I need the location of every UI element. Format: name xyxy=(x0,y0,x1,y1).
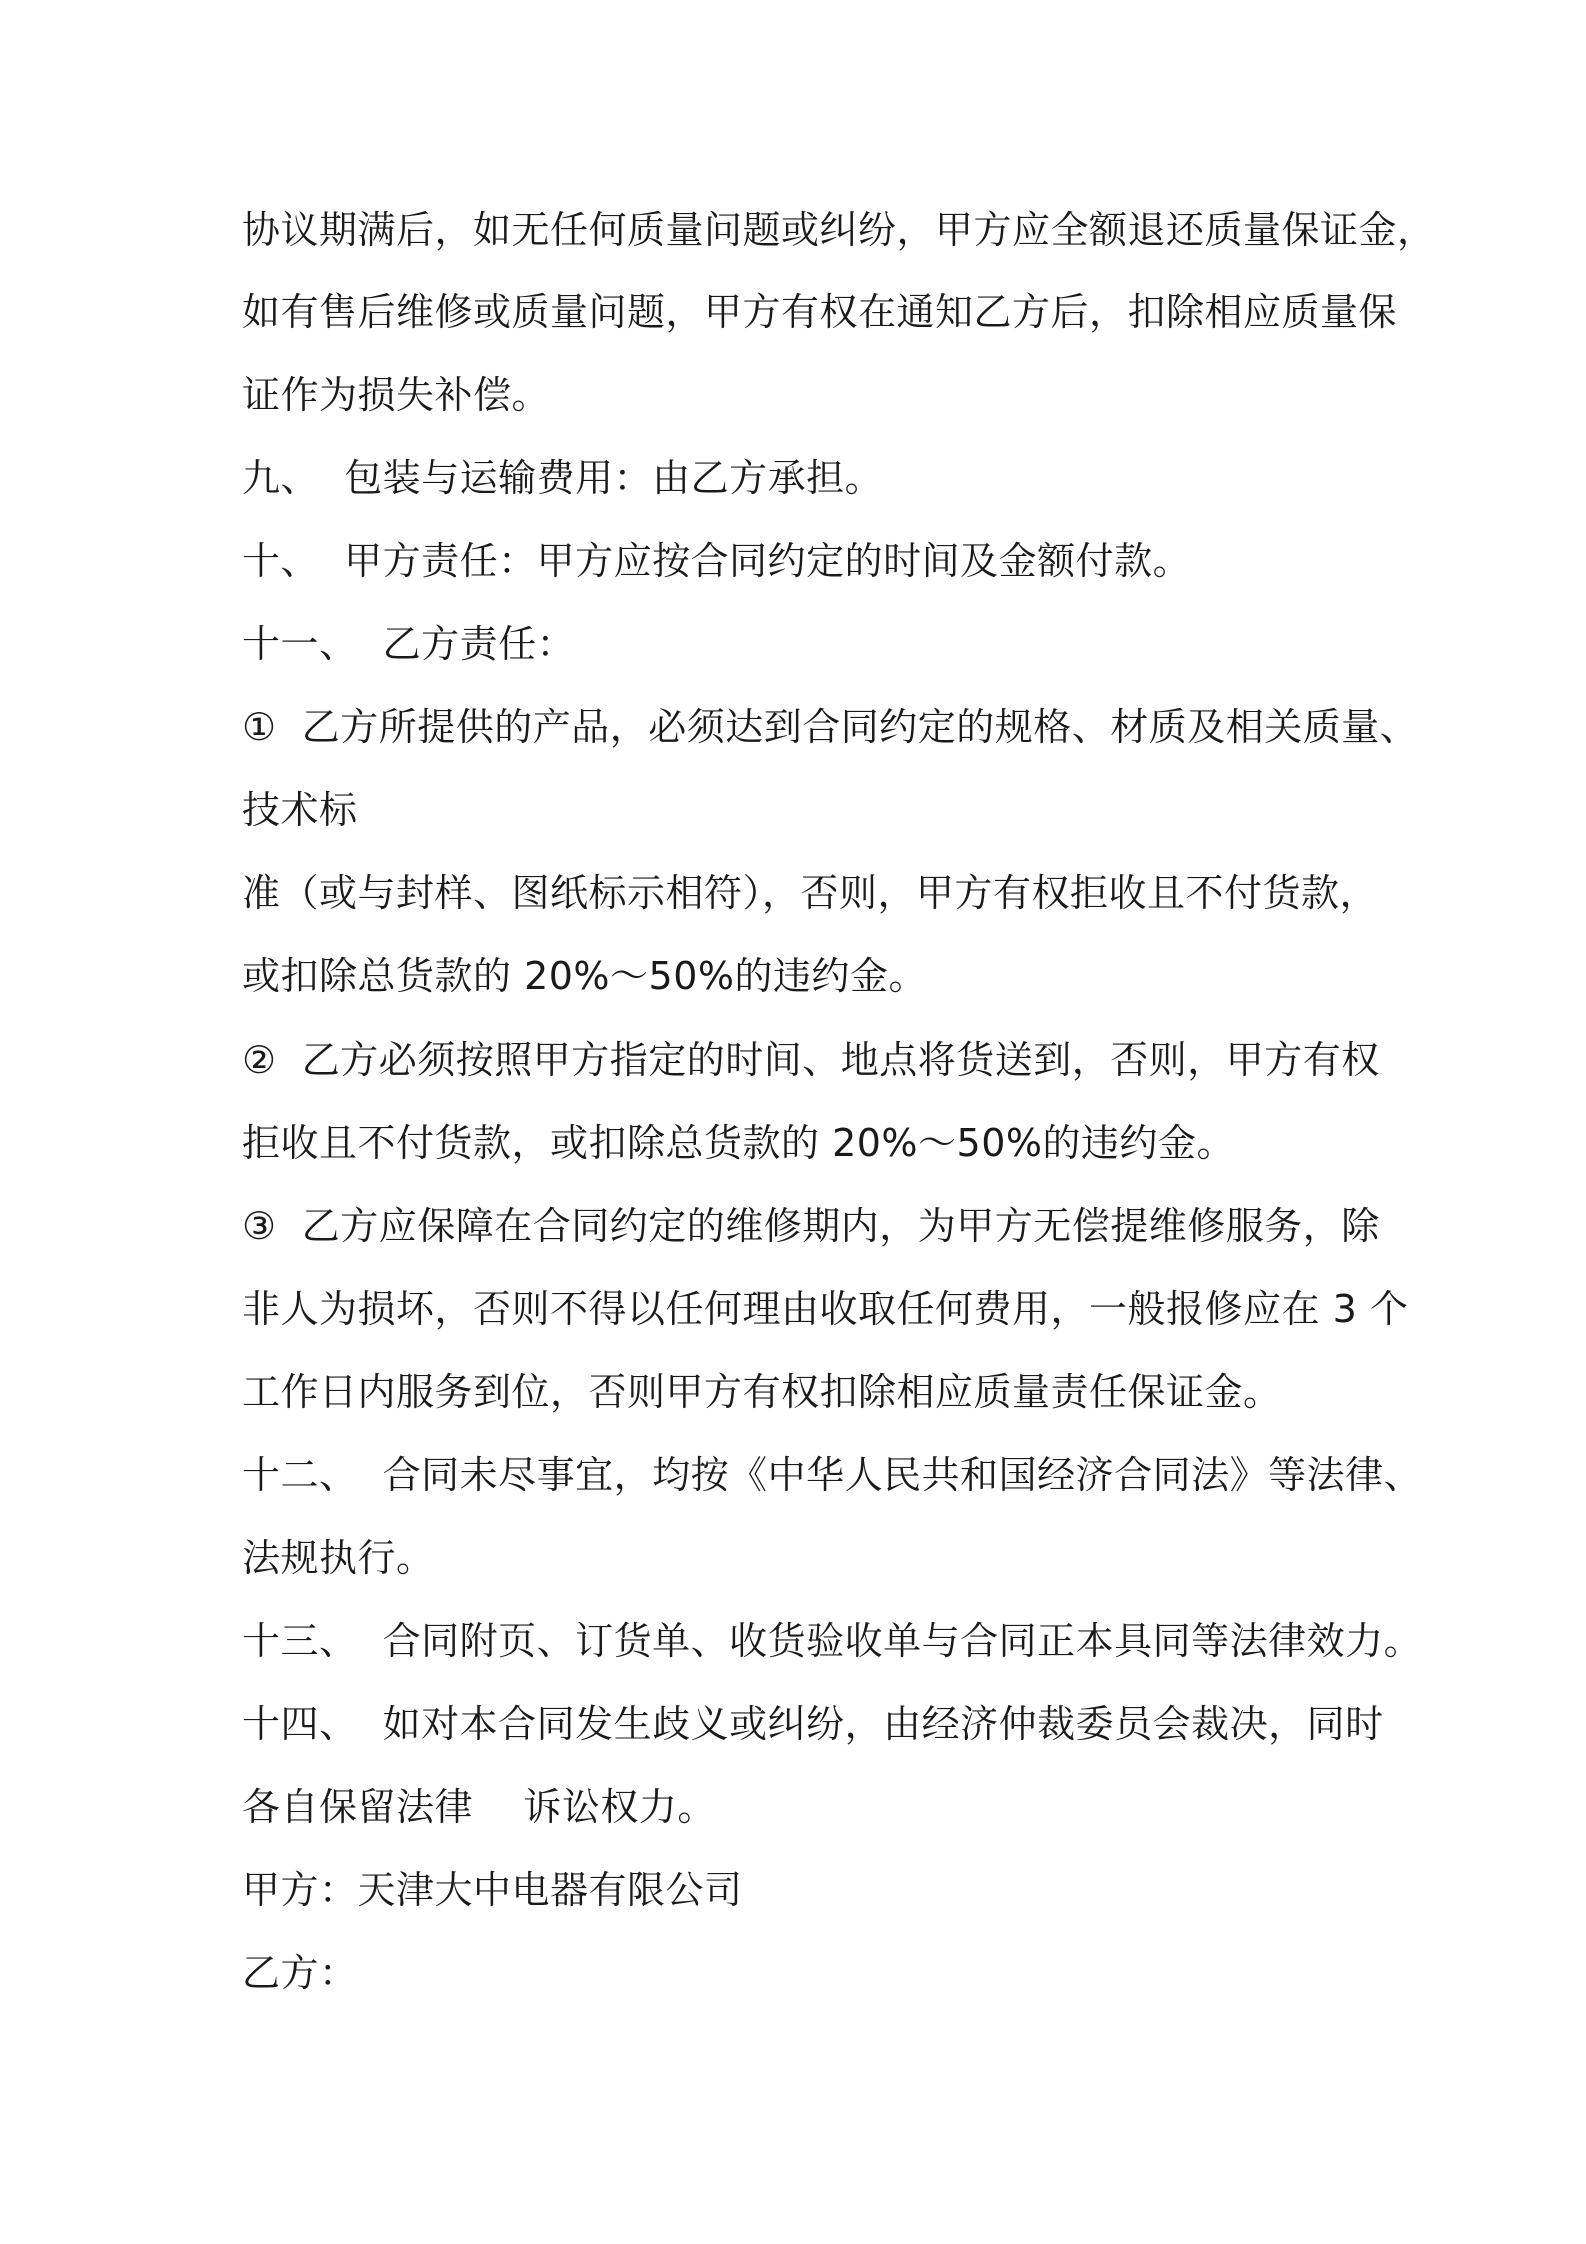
text-line: ① 乙方所提供的产品，必须达到合同约定的规格、材质及相关质量、 xyxy=(242,705,1419,749)
text-line: 证作为损失补偿。 xyxy=(242,373,551,417)
text-line: ③ 乙方应保障在合同约定的维修期内，为甲方无偿提维修服务，除 xyxy=(242,1204,1380,1248)
text-line: 九、 包装与运输费用：由乙方承担。 xyxy=(242,456,884,500)
text-line: 乙方： xyxy=(242,1951,358,1995)
text-line: 拒收且不付货款，或扣除总货款的 20%～50%的违约金。 xyxy=(242,1121,1236,1165)
text-line: 法规执行。 xyxy=(242,1536,435,1580)
text-line: 协议期满后，如无任何质量问题或纠纷，甲方应全额退还质量保证金， xyxy=(242,208,1436,252)
text-line: 技术标 xyxy=(242,788,358,832)
text-line: 十一、 乙方责任： xyxy=(242,622,576,666)
text-line: 如有售后维修或质量问题，甲方有权在通知乙方后，扣除相应质量保 xyxy=(242,290,1398,334)
text-line: ② 乙方必须按照甲方指定的时间、地点将货送到，否则，甲方有权 xyxy=(242,1038,1380,1082)
text-line: 十、 甲方责任：甲方应按合同约定的时间及金额付款。 xyxy=(242,539,1192,583)
text-line: 十四、 如对本合同发生歧义或纠纷，由经济仲裁委员会裁决，同时 xyxy=(242,1702,1384,1746)
text-line: 工作日内服务到位，否则甲方有权扣除相应质量责任保证金。 xyxy=(242,1370,1282,1414)
text-line: 各自保留法律 诉讼权力。 xyxy=(242,1785,716,1829)
text-line: 甲方：天津大中电器有限公司 xyxy=(242,1868,743,1912)
text-line: 或扣除总货款的 20%～50%的违约金。 xyxy=(242,954,928,998)
text-line: 十三、 合同附页、订货单、收货验收单与合同正本具同等法律效力。 xyxy=(242,1619,1423,1663)
text-line: 非人为损坏，否则不得以任何理由收取任何费用，一般报修应在 3 个 xyxy=(242,1287,1409,1331)
text-line: 十二、 合同未尽事宜，均按《中华人民共和国经济合同法》等法律、 xyxy=(242,1453,1423,1497)
text-line: 准（或与封样、图纸标示相符），否则，甲方有权拒收且不付货款， xyxy=(242,871,1379,915)
